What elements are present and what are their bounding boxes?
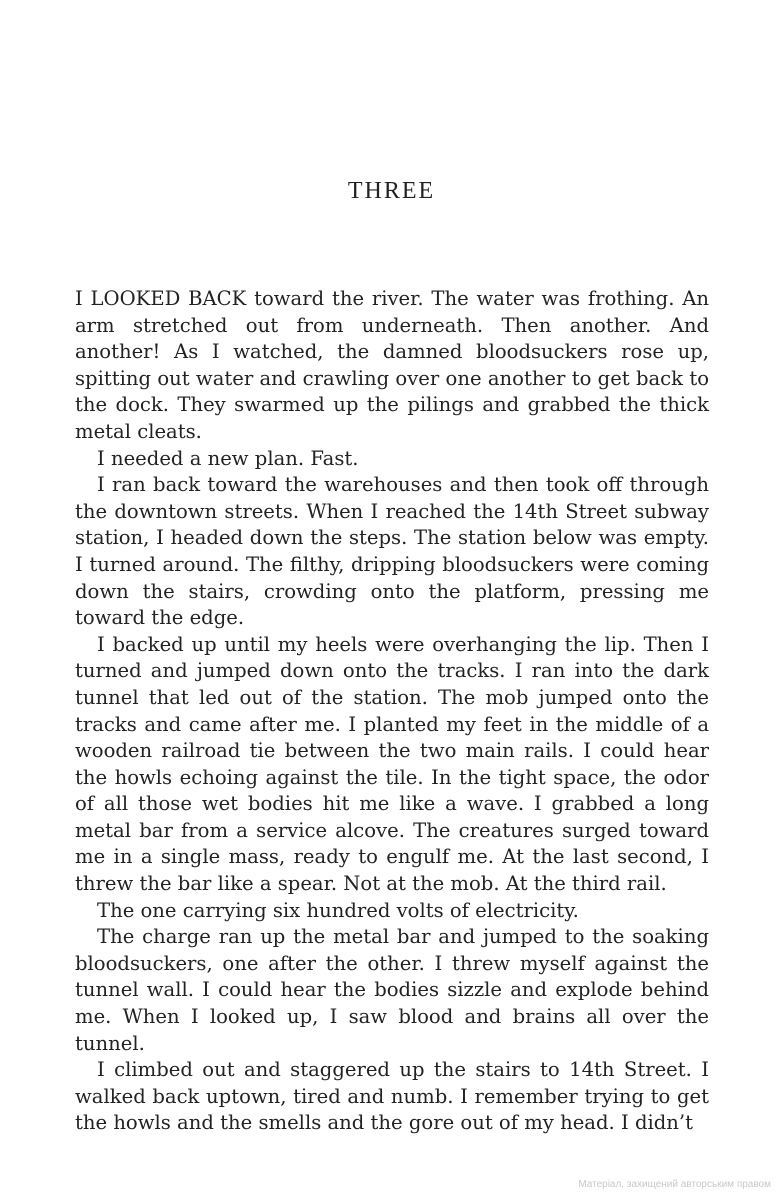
chapter-body xyxy=(75,286,709,1137)
copyright-watermark: Матеріал, захищений авторським правом xyxy=(578,1179,771,1190)
paragraph: I needed a new plan. Fast. xyxy=(97,446,359,470)
paragraph: I ran back toward the warehouses and then took off through the downtown streets. When I reached the 14th Street subway station, I headed down the steps. The station below was empty. I turned around. The filthy, dripping bloodsuckers were coming down the stairs, crowding onto the platform, pressing me toward the edge. xyxy=(75,473,709,630)
paragraph: The charge ran up the metal bar and jumped to the soaking bloodsuckers, one after the other. I threw myself against the tunnel wall. I could hear the bodies sizzle and explode behind me. When I looked up, I saw blood and brains all over the tunnel. xyxy=(75,925,709,1055)
paragraph: The one carrying six hundred volts of electricity. xyxy=(97,898,579,922)
paragraph: I LOOKED BACK toward the river. The water was frothing. An arm stretched out from underneath. Then another. And another! As I watched, the damned bloodsuckers rose up, spitting out water and crawling over one another to get back to the dock. They swarmed up the pilings and grabbed the thick metal cleats. xyxy=(75,287,709,443)
paragraph: I backed up until my heels were overhanging the lip. Then I turned and jumped down onto the tracks. I ran into the dark tunnel that led out of the station. The mob jumped onto the tracks and came after me. I planted my feet in the middle of a wooden railroad tie between the two main rails. I could hear the howls echoing against the tile. In the tight space, the odor of all those wet bodies hit me like a wave. I grabbed a long metal bar from a service alcove. The creatures surged toward me in a single mass, ready to engulf me. At the last second, I threw the bar like a spear. Not at the mob. At the third rail. xyxy=(75,632,709,896)
chapter-title: THREE xyxy=(347,178,436,204)
paragraph: I climbed out and staggered up the stairs to 14th Street. I walked back uptown, tired and numb. I remember trying to get the howls and the smells and the gore out of my head. I didn’t xyxy=(75,1058,709,1135)
